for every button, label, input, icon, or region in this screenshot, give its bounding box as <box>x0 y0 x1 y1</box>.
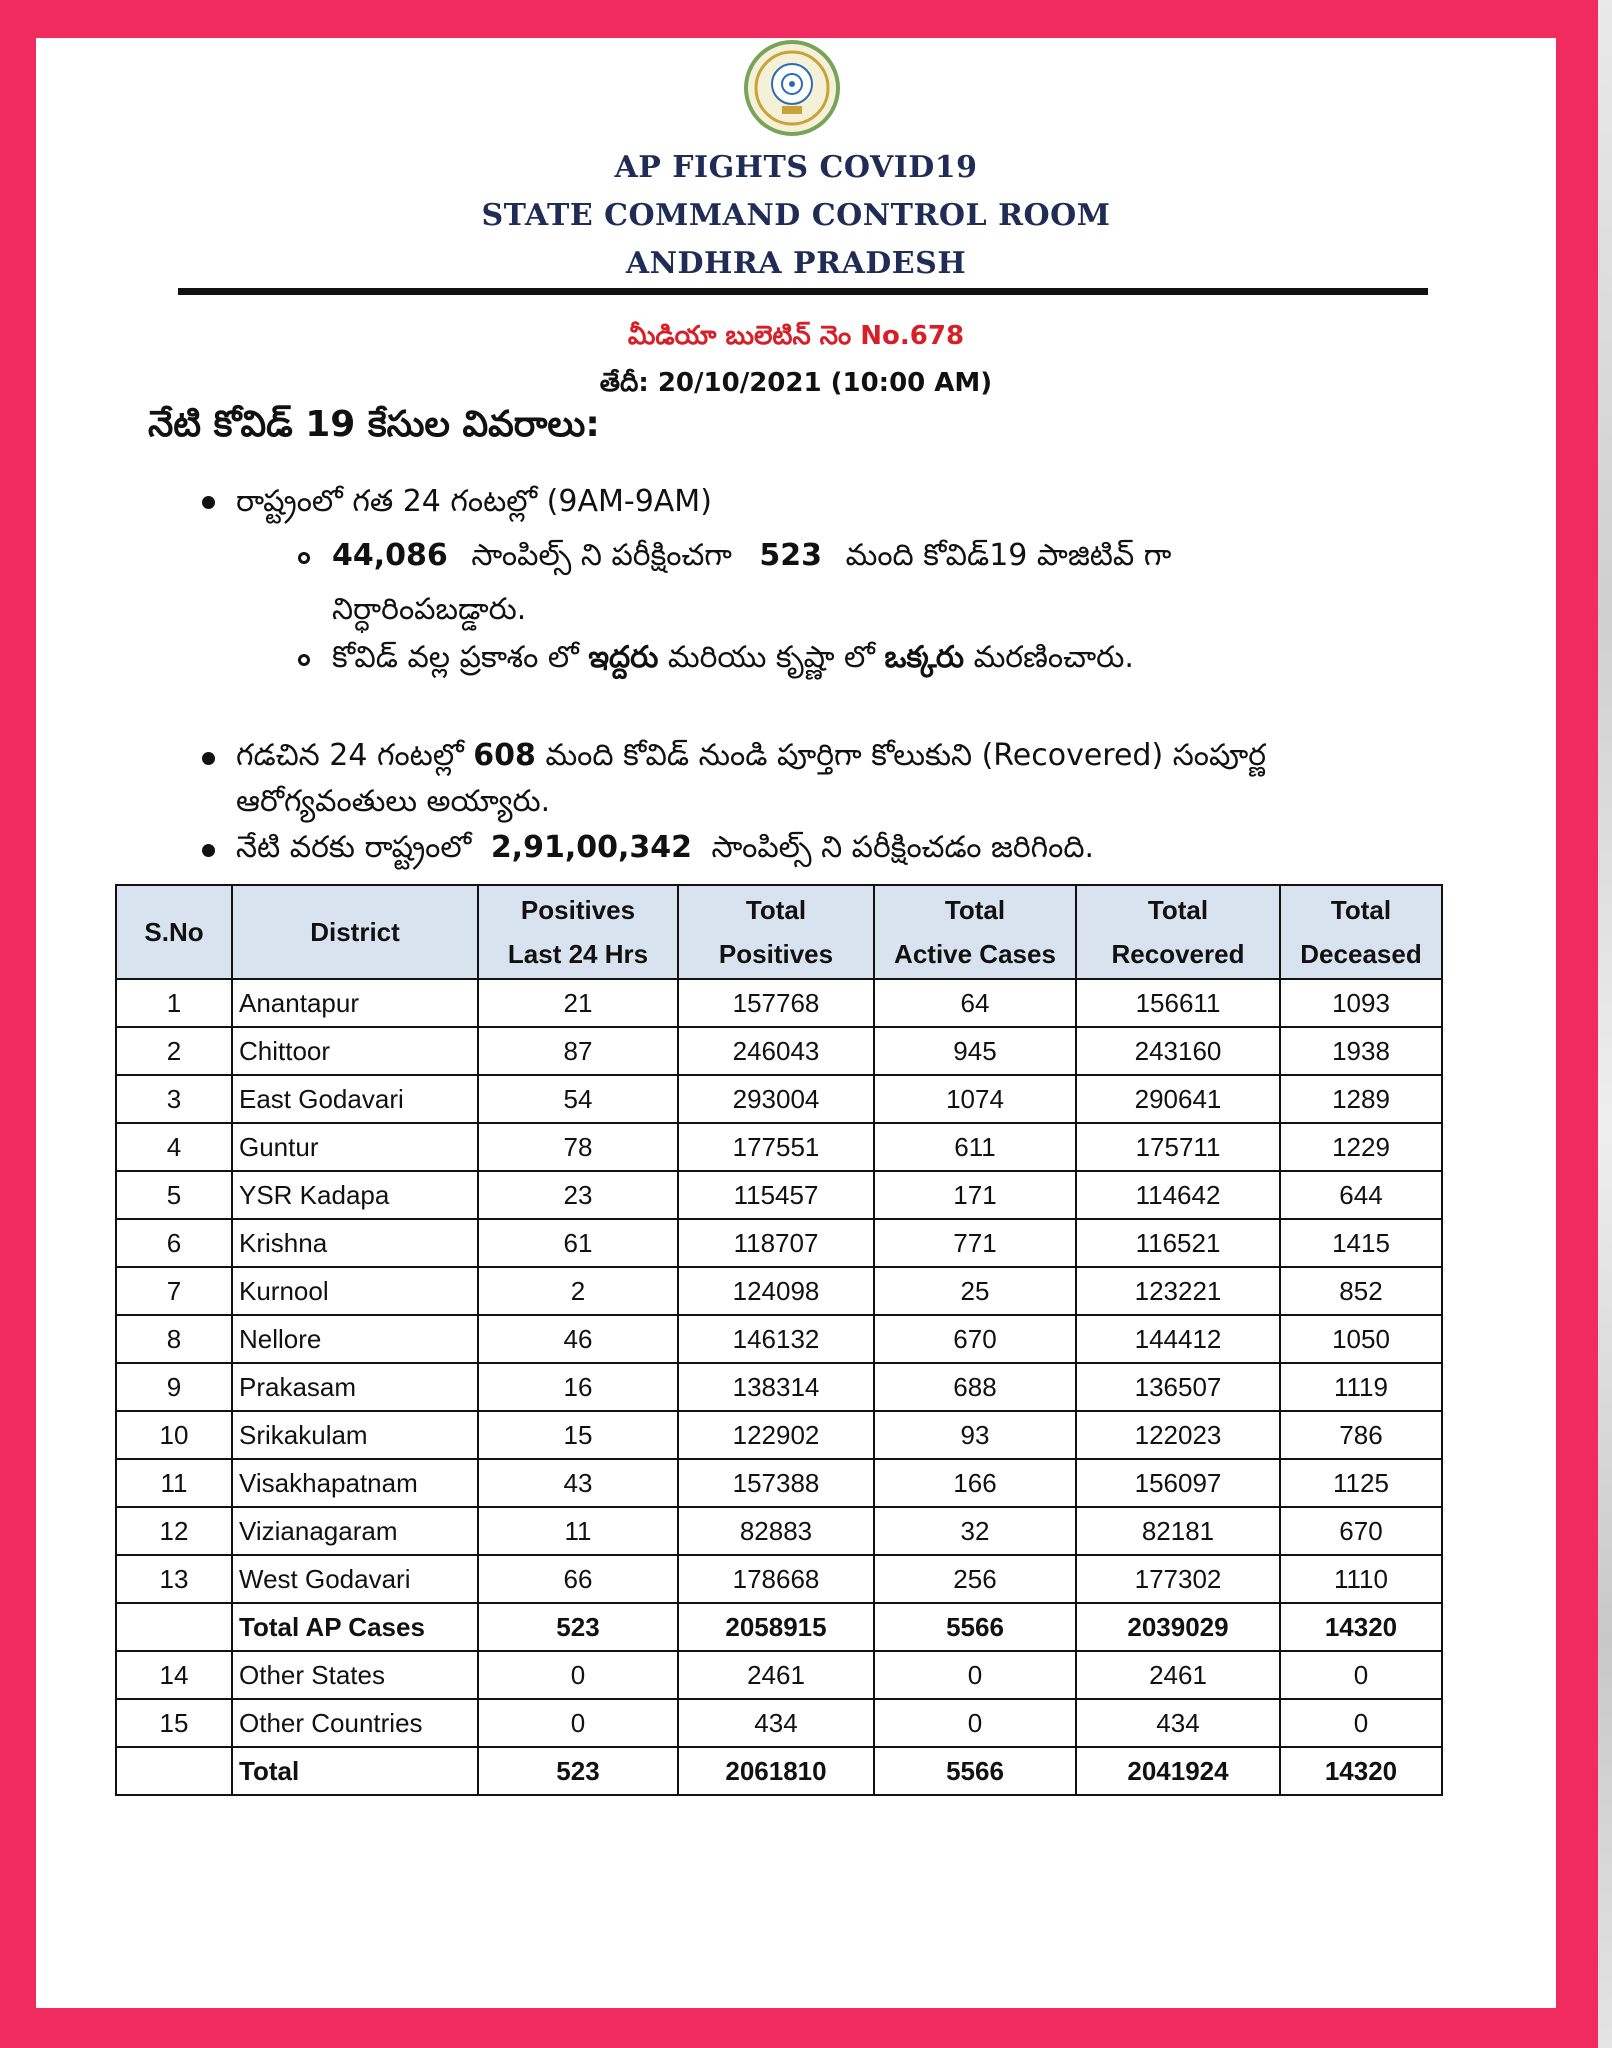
header-label-line-2: Deceased <box>1300 939 1422 969</box>
cell-active-cases: 1074 <box>874 1075 1076 1123</box>
cell-deceased: 0 <box>1280 1699 1442 1747</box>
cell-sno: 13 <box>116 1555 232 1603</box>
cell-sno: 8 <box>116 1315 232 1363</box>
cell-district: Total AP Cases <box>232 1603 478 1651</box>
cell-positives-24h: 16 <box>478 1363 678 1411</box>
cell-total-positives: 178668 <box>678 1555 874 1603</box>
header-total-positives <box>678 885 874 979</box>
cell-active-cases: 688 <box>874 1363 1076 1411</box>
header-label-line-2: Recovered <box>1111 939 1245 969</box>
table-row <box>116 1219 1442 1267</box>
table-row <box>116 1411 1442 1459</box>
bullet-1-sub-1-line-2: నిర్ధారింపబడ్డారు. <box>332 592 527 627</box>
cell-district: Total <box>232 1747 478 1795</box>
bullet-1-sub-2 <box>332 640 1134 682</box>
cell-deceased: 644 <box>1280 1171 1442 1219</box>
cell-deceased: 852 <box>1280 1267 1442 1315</box>
cell-district: Srikakulam <box>232 1411 478 1459</box>
section-title: నేటి కోవిడ్ 19 కేసుల వివరాలు: <box>148 404 600 445</box>
samples-count: 44,086 <box>332 538 448 573</box>
cell-total-positives: 124098 <box>678 1267 874 1315</box>
positives-count: 523 <box>759 538 823 573</box>
heading-line-2: STATE COMMAND CONTROL ROOM <box>481 198 1111 233</box>
background-edge <box>1598 0 1612 2048</box>
header-label-line-2: Active Cases <box>894 939 1056 969</box>
cell-total-positives: 122902 <box>678 1411 874 1459</box>
cell-deceased: 1093 <box>1280 979 1442 1027</box>
cell-sno: 14 <box>116 1651 232 1699</box>
header-district <box>232 885 478 979</box>
cell-total-positives: 115457 <box>678 1171 874 1219</box>
date-label: తేదీ <box>599 368 639 398</box>
cell-total-positives: 2461 <box>678 1651 874 1699</box>
cell-total-positives: 157768 <box>678 979 874 1027</box>
cell-deceased: 14320 <box>1280 1603 1442 1651</box>
cell-total-positives: 293004 <box>678 1075 874 1123</box>
cell-active-cases: 0 <box>874 1651 1076 1699</box>
cell-recovered: 123221 <box>1076 1267 1280 1315</box>
cell-total-positives: 82883 <box>678 1507 874 1555</box>
bullet-3-text <box>236 830 1094 872</box>
cell-district: YSR Kadapa <box>232 1171 478 1219</box>
deaths-krishna: ఒక్కరు <box>884 640 965 675</box>
heading-line-3: ANDHRA PRADESH <box>625 246 967 281</box>
table-row <box>116 1699 1442 1747</box>
samples-text: సాంపిల్స్ ని పరీక్షించగా <box>471 538 732 573</box>
cell-positives-24h: 43 <box>478 1459 678 1507</box>
cell-district: East Godavari <box>232 1075 478 1123</box>
cell-district: Nellore <box>232 1315 478 1363</box>
cell-active-cases: 171 <box>874 1171 1076 1219</box>
deaths-text-c: మరియు కృష్ణా లో <box>667 640 875 675</box>
cell-district: Kurnool <box>232 1267 478 1315</box>
cell-positives-24h: 2 <box>478 1267 678 1315</box>
cell-recovered: 156611 <box>1076 979 1280 1027</box>
cell-sno: 7 <box>116 1267 232 1315</box>
cell-sno: 2 <box>116 1027 232 1075</box>
table-row <box>116 1171 1442 1219</box>
cell-positives-24h: 87 <box>478 1027 678 1075</box>
cell-deceased: 1110 <box>1280 1555 1442 1603</box>
cell-active-cases: 93 <box>874 1411 1076 1459</box>
table-total-row <box>116 1747 1442 1795</box>
total-samples-text-c: సాంపిల్స్ ని పరీక్షించడం జరిగింది. <box>711 830 1095 865</box>
sub-bullet-ring <box>298 552 310 564</box>
cell-total-positives: 434 <box>678 1699 874 1747</box>
district-cases-table <box>115 884 1443 1796</box>
cell-deceased: 1289 <box>1280 1075 1442 1123</box>
cell-deceased: 1050 <box>1280 1315 1442 1363</box>
cell-district: Chittoor <box>232 1027 478 1075</box>
cell-active-cases: 256 <box>874 1555 1076 1603</box>
cell-active-cases: 771 <box>874 1219 1076 1267</box>
cell-total-positives: 2061810 <box>678 1747 874 1795</box>
cell-district: Other Countries <box>232 1699 478 1747</box>
cell-active-cases: 5566 <box>874 1747 1076 1795</box>
cell-active-cases: 5566 <box>874 1603 1076 1651</box>
bulletin-number: మీడియా బులెటిన్ నెం No.678 <box>627 321 965 351</box>
recovered-text-c: మంది కోవిడ్ నుండి పూర్తిగా కోలుకుని (Recovered) సంపూర్ణ <box>545 738 1267 773</box>
cell-sno: 12 <box>116 1507 232 1555</box>
cell-district: Visakhapatnam <box>232 1459 478 1507</box>
deaths-text-a: కోవిడ్ వల్ల ప్రకాశం లో <box>332 640 579 675</box>
cell-active-cases: 670 <box>874 1315 1076 1363</box>
cell-recovered: 290641 <box>1076 1075 1280 1123</box>
cell-district: Krishna <box>232 1219 478 1267</box>
cell-recovered: 2461 <box>1076 1651 1280 1699</box>
cell-deceased: 1119 <box>1280 1363 1442 1411</box>
header-label-line-2: Positives <box>718 939 834 969</box>
positives-text: మంది కోవిడ్19 పాజిటివ్ గా <box>845 538 1172 573</box>
table-row <box>116 1267 1442 1315</box>
cell-deceased: 1415 <box>1280 1219 1442 1267</box>
table-body <box>116 979 1442 1795</box>
cell-recovered: 82181 <box>1076 1507 1280 1555</box>
cell-district: West Godavari <box>232 1555 478 1603</box>
cell-recovered: 434 <box>1076 1699 1280 1747</box>
recovered-text-a: గడచిన 24 గంటల్లో <box>236 738 464 773</box>
cell-recovered: 136507 <box>1076 1363 1280 1411</box>
table-row <box>116 1315 1442 1363</box>
cell-district: Anantapur <box>232 979 478 1027</box>
cell-deceased: 1125 <box>1280 1459 1442 1507</box>
header-positives-24h <box>478 885 678 979</box>
header-deceased <box>1280 885 1442 979</box>
cell-recovered: 175711 <box>1076 1123 1280 1171</box>
cell-positives-24h: 523 <box>478 1747 678 1795</box>
bullet-1-text: రాష్ట్రంలో గత 24 గంటల్లో (9AM-9AM) <box>236 484 712 519</box>
cell-district: Guntur <box>232 1123 478 1171</box>
cell-deceased: 1229 <box>1280 1123 1442 1171</box>
header-label-line-1: Total <box>1147 895 1209 925</box>
cell-deceased: 786 <box>1280 1411 1442 1459</box>
cell-recovered: 156097 <box>1076 1459 1280 1507</box>
cell-positives-24h: 54 <box>478 1075 678 1123</box>
cell-active-cases: 945 <box>874 1027 1076 1075</box>
deaths-prakasam: ఇద్దరు <box>588 640 659 675</box>
cell-sno: 9 <box>116 1363 232 1411</box>
cell-total-positives: 246043 <box>678 1027 874 1075</box>
cell-active-cases: 166 <box>874 1459 1076 1507</box>
cell-total-positives: 177551 <box>678 1123 874 1171</box>
header-recovered <box>1076 885 1280 979</box>
cell-sno: 6 <box>116 1219 232 1267</box>
cell-total-positives: 2058915 <box>678 1603 874 1651</box>
cell-total-positives: 146132 <box>678 1315 874 1363</box>
recovered-count: 608 <box>473 738 536 773</box>
header-sno <box>116 885 232 979</box>
table-row <box>116 1123 1442 1171</box>
table-row <box>116 1507 1442 1555</box>
cell-recovered: 2041924 <box>1076 1747 1280 1795</box>
cell-positives-24h: 21 <box>478 979 678 1027</box>
heading-line-1: AP FIGHTS COVID19 <box>614 150 978 185</box>
cell-sno: 15 <box>116 1699 232 1747</box>
table-row <box>116 1651 1442 1699</box>
header-label-line-1: Positives <box>520 895 636 925</box>
cell-recovered: 177302 <box>1076 1555 1280 1603</box>
cell-district: Vizianagaram <box>232 1507 478 1555</box>
table-row <box>116 1459 1442 1507</box>
cell-sno: 1 <box>116 979 232 1027</box>
cell-deceased: 0 <box>1280 1651 1442 1699</box>
date-value: : 20/10/2021 (10:00 AM) <box>638 368 993 398</box>
cell-recovered: 2039029 <box>1076 1603 1280 1651</box>
bullet-dot <box>202 752 215 765</box>
cell-active-cases: 611 <box>874 1123 1076 1171</box>
table-row <box>116 1027 1442 1075</box>
cell-district: Prakasam <box>232 1363 478 1411</box>
bullet-2-line-2: ఆరోగ్యవంతులు అయ్యారు. <box>236 784 551 819</box>
header-label-line-1: Total <box>745 895 807 925</box>
cell-positives-24h: 66 <box>478 1555 678 1603</box>
table-total-row <box>116 1603 1442 1651</box>
cell-recovered: 243160 <box>1076 1027 1280 1075</box>
cell-sno: 10 <box>116 1411 232 1459</box>
bullet-dot <box>202 496 215 509</box>
cell-positives-24h: 78 <box>478 1123 678 1171</box>
cell-sno: 3 <box>116 1075 232 1123</box>
total-samples-count: 2,91,00,342 <box>490 830 692 865</box>
cell-total-positives: 118707 <box>678 1219 874 1267</box>
cell-positives-24h: 523 <box>478 1603 678 1651</box>
cell-sno: 11 <box>116 1459 232 1507</box>
header-district-label: District <box>310 917 400 947</box>
cell-deceased: 14320 <box>1280 1747 1442 1795</box>
table-row <box>116 1363 1442 1411</box>
cell-active-cases: 0 <box>874 1699 1076 1747</box>
header-label-line-2: Last 24 Hrs <box>507 939 649 969</box>
header-sno-label: S.No <box>144 917 204 947</box>
table-row <box>116 979 1442 1027</box>
header-label-line-1: Total <box>1330 895 1392 925</box>
cell-deceased: 1938 <box>1280 1027 1442 1075</box>
cell-total-positives: 138314 <box>678 1363 874 1411</box>
cell-total-positives: 157388 <box>678 1459 874 1507</box>
header-divider <box>178 288 1428 295</box>
cell-positives-24h: 11 <box>478 1507 678 1555</box>
cell-sno: 5 <box>116 1171 232 1219</box>
cell-positives-24h: 61 <box>478 1219 678 1267</box>
bulletin-date <box>36 368 1556 404</box>
table-header-row <box>116 885 1442 979</box>
cell-positives-24h: 46 <box>478 1315 678 1363</box>
cell-recovered: 116521 <box>1076 1219 1280 1267</box>
cell-active-cases: 32 <box>874 1507 1076 1555</box>
cell-recovered: 144412 <box>1076 1315 1280 1363</box>
cell-positives-24h: 0 <box>478 1651 678 1699</box>
cell-deceased: 670 <box>1280 1507 1442 1555</box>
cell-sno: 4 <box>116 1123 232 1171</box>
header-active-cases <box>874 885 1076 979</box>
bullet-1-sub-1 <box>332 538 1171 580</box>
cell-recovered: 114642 <box>1076 1171 1280 1219</box>
cell-positives-24h: 15 <box>478 1411 678 1459</box>
cell-active-cases: 64 <box>874 979 1076 1027</box>
cell-positives-24h: 0 <box>478 1699 678 1747</box>
cell-sno <box>116 1603 232 1651</box>
sub-bullet-ring <box>298 654 310 666</box>
table-row <box>116 1075 1442 1123</box>
deaths-text-e: మరణించారు. <box>973 640 1134 675</box>
bullet-dot <box>202 844 215 857</box>
cell-district: Other States <box>232 1651 478 1699</box>
cell-active-cases: 25 <box>874 1267 1076 1315</box>
bullet-2-text <box>236 738 1266 780</box>
ap-emblem-icon <box>742 38 842 138</box>
cell-recovered: 122023 <box>1076 1411 1280 1459</box>
cell-sno <box>116 1747 232 1795</box>
header-label-line-1: Total <box>944 895 1006 925</box>
total-samples-text-a: నేటి వరకు రాష్ట్రంలో <box>236 830 472 865</box>
table-row <box>116 1555 1442 1603</box>
cell-positives-24h: 23 <box>478 1171 678 1219</box>
